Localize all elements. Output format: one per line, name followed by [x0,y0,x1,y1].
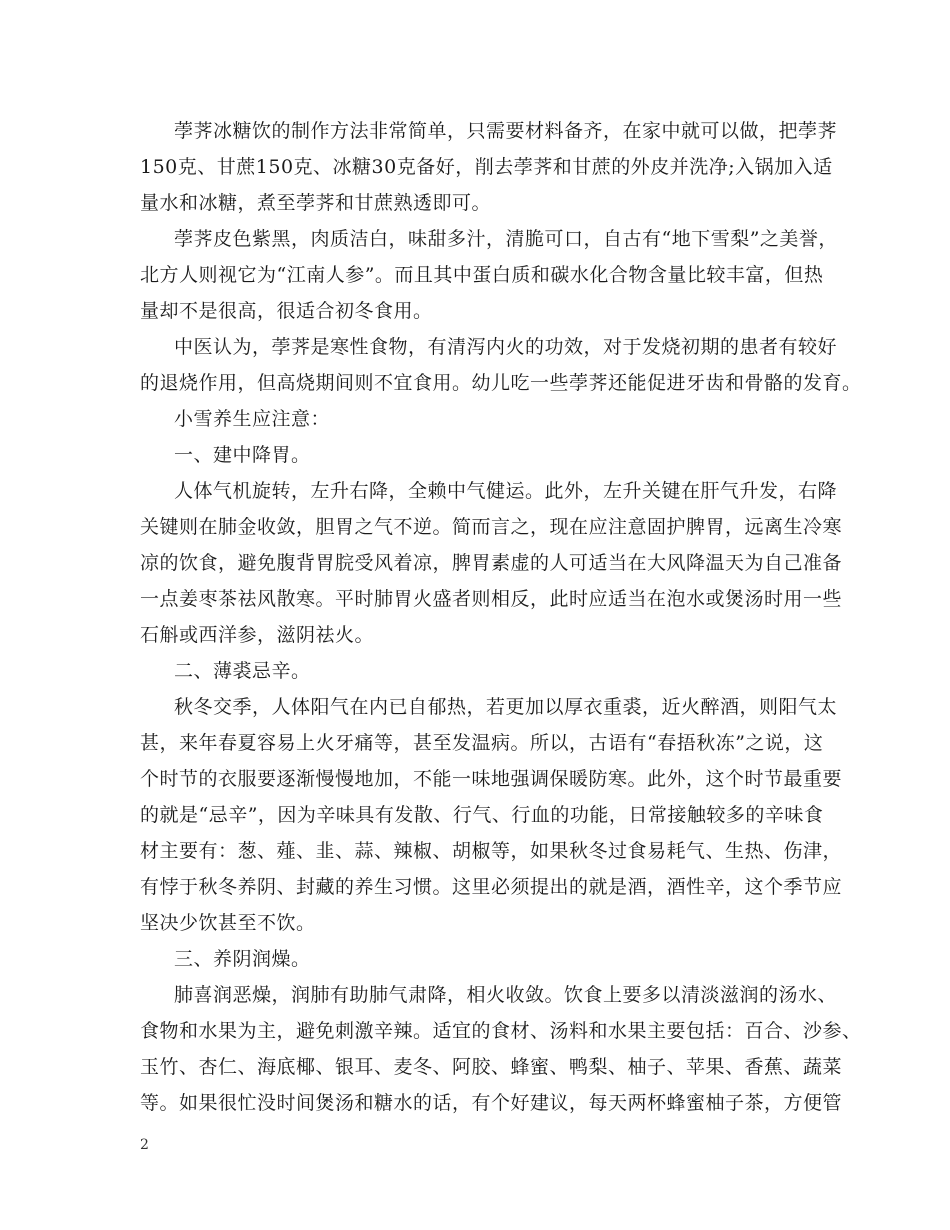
paragraph-line: 个时节的衣服要逐渐慢慢地加，不能一味地强调保暖防寒。此外，这个时节最重要 [140,768,843,790]
paragraph-line: 等。如果很忙没时间煲汤和糖水的话，有个好建议，每天两杯蜂蜜柚子茶，方便管 [140,1092,843,1114]
paragraph [140,945,830,973]
paragraph-line: 的退烧作用，但高烧期间则不宜食用。幼儿吃一些荸荠还能促进牙齿和骨骼的发育。 [140,372,862,394]
paragraph-line: 食物和水果为主，避免刺激辛辣。适宜的食材、汤料和水果主要包括：百合、沙参、 [140,1020,862,1042]
paragraph-line: 150克、甘蔗150克、冰糖30克备好，削去荸荠和甘蔗的外皮并洗净;入锅加入适 [140,156,833,178]
paragraph-line: 的就是“忌辛”，因为辛味具有发散、行气、行血的功能，日常接触较多的辛味食 [140,804,824,826]
page-number: 2 [140,1137,149,1153]
paragraph-line: 材主要有：葱、薤、韭、蒜、辣椒、胡椒等，如果秋冬过食易耗气、生热、伤津， [140,840,843,862]
paragraph [140,441,830,469]
paragraph [140,333,862,397]
paragraph [140,405,830,433]
paragraph-line: 坚决少饮甚至不饮。 [140,912,316,934]
paragraph-line: 三、养阴润燥。 [174,948,311,970]
paragraph [140,981,862,1117]
paragraph-line: 小雪养生应注意： [174,408,331,430]
paragraph-line: 荸荠皮色紫黑，肉质洁白，味甜多汁，清脆可口，自古有“地下雪梨”之美誉， [174,228,838,250]
paragraph-line: 量水和冰糖，煮至荸荠和甘蔗熟透即可。 [140,192,492,214]
paragraph-line: 凉的饮食，避免腹背胃脘受风着凉，脾胃素虚的人可适当在大风降温天为自己准备 [140,552,843,574]
paragraph-line: 二、薄裘忌辛。 [174,660,311,682]
paragraph [140,657,830,685]
document-body [140,117,862,1125]
paragraph-line: 量却不是很高，很适合初冬食用。 [140,300,433,322]
paragraph [140,693,843,937]
paragraph-line: 关键则在肺金收敛，胆胃之气不逆。简而言之，现在应注意固护脾胃，远离生冷寒 [140,516,843,538]
paragraph [140,225,838,325]
paragraph-line: 中医认为，荸荠是寒性食物，有清泻内火的功效，对于发烧初期的患者有较好 [174,336,838,358]
paragraph [140,477,843,649]
paragraph-line: 一点姜枣茶祛风散寒。平时肺胃火盛者则相反，此时应适当在泡水或煲汤时用一些 [140,588,843,610]
paragraph [140,117,838,217]
paragraph-line: 人体气机旋转，左升右降，全赖中气健运。此外，左升关键在肝气升发，右降 [174,480,838,502]
paragraph-line: 有悖于秋冬养阴、封藏的养生习惯。这里必须提出的就是酒，酒性辛，这个季节应 [140,876,843,898]
paragraph-line: 石斛或西洋参，滋阴祛火。 [140,624,375,646]
paragraph-line: 一、建中降胃。 [174,444,311,466]
paragraph-line: 荸荠冰糖饮的制作方法非常简单，只需要材料备齐，在家中就可以做，把荸荠 [174,120,838,142]
paragraph-line: 甚，来年春夏容易上火牙痛等，甚至发温病。所以，古语有“春捂秋冻”之说，这 [140,732,824,754]
paragraph-line: 北方人则视它为“江南人参”。而且其中蛋白质和碳水化合物含量比较丰富，但热 [140,264,824,286]
paragraph-line: 肺喜润恶燥，润肺有助肺气肃降，相火收敛。饮食上要多以清淡滋润的汤水、 [174,984,838,1006]
paragraph-line: 秋冬交季，人体阳气在内已自郁热，若更加以厚衣重裘，近火醉酒，则阳气太 [174,696,838,718]
paragraph-line: 玉竹、杏仁、海底椰、银耳、麦冬、阿胶、蜂蜜、鸭梨、柚子、苹果、香蕉、蔬菜 [140,1056,843,1078]
